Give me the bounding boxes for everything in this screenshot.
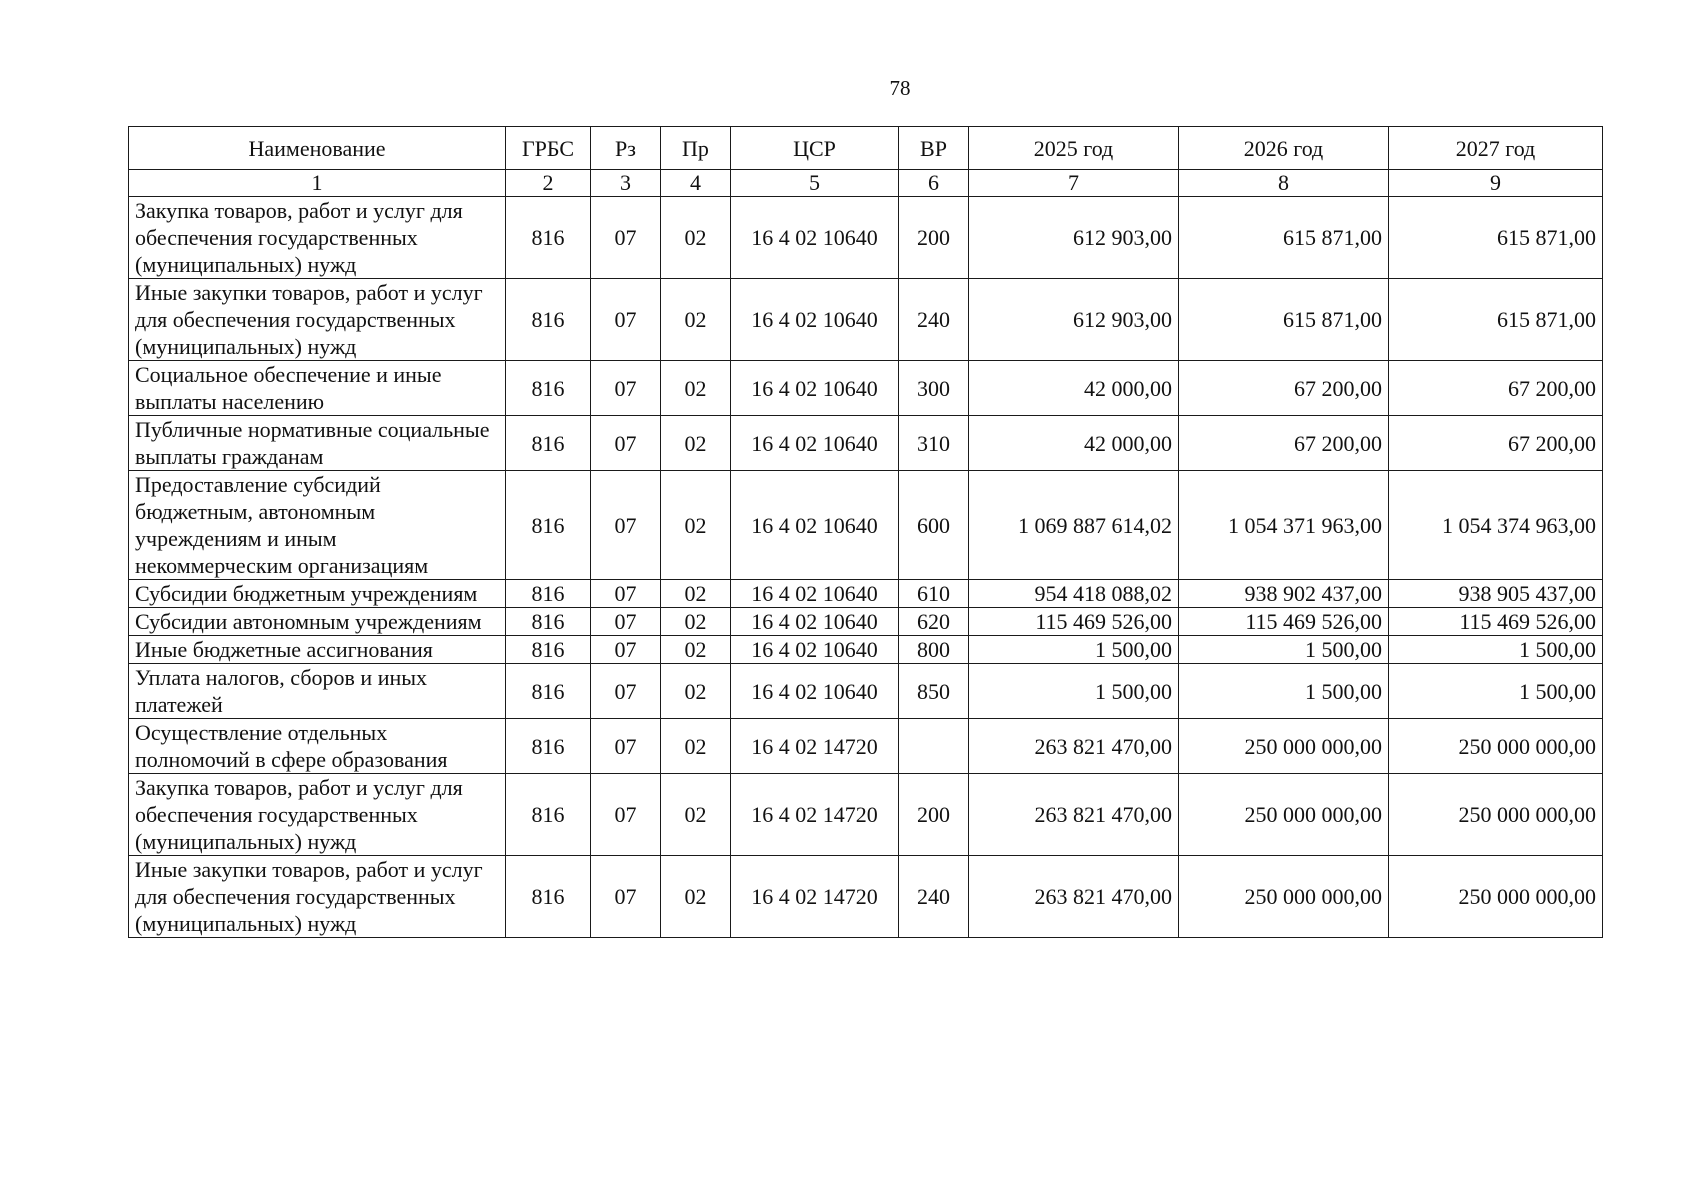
row-2027: 1 054 374 963,00 (1389, 471, 1603, 580)
row-grbs: 816 (506, 416, 591, 471)
row-2025: 954 418 088,02 (969, 580, 1179, 608)
row-2027: 250 000 000,00 (1389, 719, 1603, 774)
row-2026: 67 200,00 (1179, 361, 1389, 416)
row-grbs: 816 (506, 856, 591, 938)
row-2027: 250 000 000,00 (1389, 774, 1603, 856)
column-number: 2 (506, 170, 591, 197)
row-vr: 800 (899, 636, 969, 664)
row-2026: 1 500,00 (1179, 664, 1389, 719)
table-row (129, 279, 1603, 361)
row-2026: 1 500,00 (1179, 636, 1389, 664)
row-csr: 16 4 02 10640 (731, 197, 899, 279)
column-number: 7 (969, 170, 1179, 197)
row-vr: 300 (899, 361, 969, 416)
row-2025: 1 500,00 (969, 664, 1179, 719)
row-grbs: 816 (506, 197, 591, 279)
row-grbs: 816 (506, 774, 591, 856)
row-pr: 02 (661, 608, 731, 636)
row-csr: 16 4 02 10640 (731, 361, 899, 416)
row-2027: 67 200,00 (1389, 361, 1603, 416)
row-vr: 200 (899, 197, 969, 279)
header-2026: 2026 год (1179, 127, 1389, 170)
row-2025: 263 821 470,00 (969, 774, 1179, 856)
table-row (129, 856, 1603, 938)
row-rz: 07 (591, 197, 661, 279)
column-number: 1 (129, 170, 506, 197)
row-csr: 16 4 02 10640 (731, 471, 899, 580)
column-number: 6 (899, 170, 969, 197)
row-vr: 310 (899, 416, 969, 471)
table-row (129, 361, 1603, 416)
row-csr: 16 4 02 10640 (731, 416, 899, 471)
row-rz: 07 (591, 361, 661, 416)
row-grbs: 816 (506, 361, 591, 416)
row-rz: 07 (591, 856, 661, 938)
row-rz: 07 (591, 416, 661, 471)
header-row (129, 127, 1603, 170)
row-2026: 938 902 437,00 (1179, 580, 1389, 608)
column-number: 3 (591, 170, 661, 197)
row-pr: 02 (661, 279, 731, 361)
table-row (129, 664, 1603, 719)
row-2025: 1 500,00 (969, 636, 1179, 664)
row-name: Иные закупки товаров, работ и услуг для обеспечения государственных (муниципальных) нужд (129, 856, 506, 938)
row-2027: 115 469 526,00 (1389, 608, 1603, 636)
row-2025: 42 000,00 (969, 416, 1179, 471)
row-name: Публичные нормативные социальные выплаты гражданам (129, 416, 506, 471)
row-rz: 07 (591, 774, 661, 856)
row-vr: 240 (899, 279, 969, 361)
row-pr: 02 (661, 580, 731, 608)
row-csr: 16 4 02 14720 (731, 856, 899, 938)
row-csr: 16 4 02 14720 (731, 719, 899, 774)
header-name: Наименование (129, 127, 506, 170)
row-2027: 250 000 000,00 (1389, 856, 1603, 938)
budget-table (128, 126, 1603, 938)
row-name: Закупка товаров, работ и услуг для обеспечения государственных (муниципальных) нужд (129, 197, 506, 279)
header-vr: ВР (899, 127, 969, 170)
row-2025: 612 903,00 (969, 279, 1179, 361)
column-number: 8 (1179, 170, 1389, 197)
row-2026: 250 000 000,00 (1179, 856, 1389, 938)
row-2025: 115 469 526,00 (969, 608, 1179, 636)
row-grbs: 816 (506, 279, 591, 361)
row-vr: 240 (899, 856, 969, 938)
row-grbs: 816 (506, 471, 591, 580)
row-csr: 16 4 02 10640 (731, 279, 899, 361)
row-csr: 16 4 02 14720 (731, 774, 899, 856)
row-grbs: 816 (506, 580, 591, 608)
table-row (129, 719, 1603, 774)
table-row (129, 580, 1603, 608)
row-name: Закупка товаров, работ и услуг для обеспечения государственных (муниципальных) нужд (129, 774, 506, 856)
table-row (129, 416, 1603, 471)
column-number: 4 (661, 170, 731, 197)
row-2026: 250 000 000,00 (1179, 719, 1389, 774)
row-rz: 07 (591, 636, 661, 664)
row-pr: 02 (661, 664, 731, 719)
header-2025: 2025 год (969, 127, 1179, 170)
row-rz: 07 (591, 279, 661, 361)
table-row (129, 636, 1603, 664)
row-2027: 1 500,00 (1389, 636, 1603, 664)
row-pr: 02 (661, 197, 731, 279)
row-name: Иные бюджетные ассигнования (129, 636, 506, 664)
row-name: Уплата налогов, сборов и иных платежей (129, 664, 506, 719)
row-vr: 610 (899, 580, 969, 608)
table-row (129, 608, 1603, 636)
row-vr (899, 719, 969, 774)
row-2025: 263 821 470,00 (969, 856, 1179, 938)
row-name: Иные закупки товаров, работ и услуг для обеспечения государственных (муниципальных) нужд (129, 279, 506, 361)
row-pr: 02 (661, 774, 731, 856)
row-rz: 07 (591, 664, 661, 719)
row-2025: 1 069 887 614,02 (969, 471, 1179, 580)
page-number: 78 (889, 76, 911, 100)
row-csr: 16 4 02 10640 (731, 580, 899, 608)
table-row (129, 471, 1603, 580)
row-name: Предоставление субсидий бюджетным, автономным учреждениям и иным некоммерческим организациям (129, 471, 506, 580)
row-rz: 07 (591, 608, 661, 636)
row-2027: 615 871,00 (1389, 197, 1603, 279)
row-2026: 615 871,00 (1179, 279, 1389, 361)
row-2026: 250 000 000,00 (1179, 774, 1389, 856)
row-pr: 02 (661, 471, 731, 580)
column-number: 9 (1389, 170, 1603, 197)
row-grbs: 816 (506, 608, 591, 636)
row-csr: 16 4 02 10640 (731, 636, 899, 664)
row-rz: 07 (591, 471, 661, 580)
row-2027: 1 500,00 (1389, 664, 1603, 719)
table-row (129, 774, 1603, 856)
row-2027: 938 905 437,00 (1389, 580, 1603, 608)
row-vr: 850 (899, 664, 969, 719)
header-rz: Рз (591, 127, 661, 170)
row-grbs: 816 (506, 636, 591, 664)
header-csr: ЦСР (731, 127, 899, 170)
row-vr: 620 (899, 608, 969, 636)
row-2026: 615 871,00 (1179, 197, 1389, 279)
row-name: Субсидии автономным учреждениям (129, 608, 506, 636)
row-rz: 07 (591, 580, 661, 608)
row-grbs: 816 (506, 664, 591, 719)
column-number-row (129, 170, 1603, 197)
header-grbs: ГРБС (506, 127, 591, 170)
row-2026: 1 054 371 963,00 (1179, 471, 1389, 580)
row-pr: 02 (661, 636, 731, 664)
row-2025: 612 903,00 (969, 197, 1179, 279)
row-vr: 200 (899, 774, 969, 856)
row-2027: 615 871,00 (1389, 279, 1603, 361)
row-2027: 67 200,00 (1389, 416, 1603, 471)
row-2025: 263 821 470,00 (969, 719, 1179, 774)
row-grbs: 816 (506, 719, 591, 774)
row-2025: 42 000,00 (969, 361, 1179, 416)
row-2026: 67 200,00 (1179, 416, 1389, 471)
table-row (129, 197, 1603, 279)
row-pr: 02 (661, 856, 731, 938)
header-2027: 2027 год (1389, 127, 1603, 170)
row-name: Субсидии бюджетным учреждениям (129, 580, 506, 608)
row-name: Социальное обеспечение и иные выплаты населению (129, 361, 506, 416)
row-csr: 16 4 02 10640 (731, 608, 899, 636)
row-vr: 600 (899, 471, 969, 580)
row-rz: 07 (591, 719, 661, 774)
row-csr: 16 4 02 10640 (731, 664, 899, 719)
row-2026: 115 469 526,00 (1179, 608, 1389, 636)
row-pr: 02 (661, 416, 731, 471)
row-pr: 02 (661, 361, 731, 416)
column-number: 5 (731, 170, 899, 197)
row-name: Осуществление отдельных полномочий в сфере образования (129, 719, 506, 774)
row-pr: 02 (661, 719, 731, 774)
header-pr: Пр (661, 127, 731, 170)
